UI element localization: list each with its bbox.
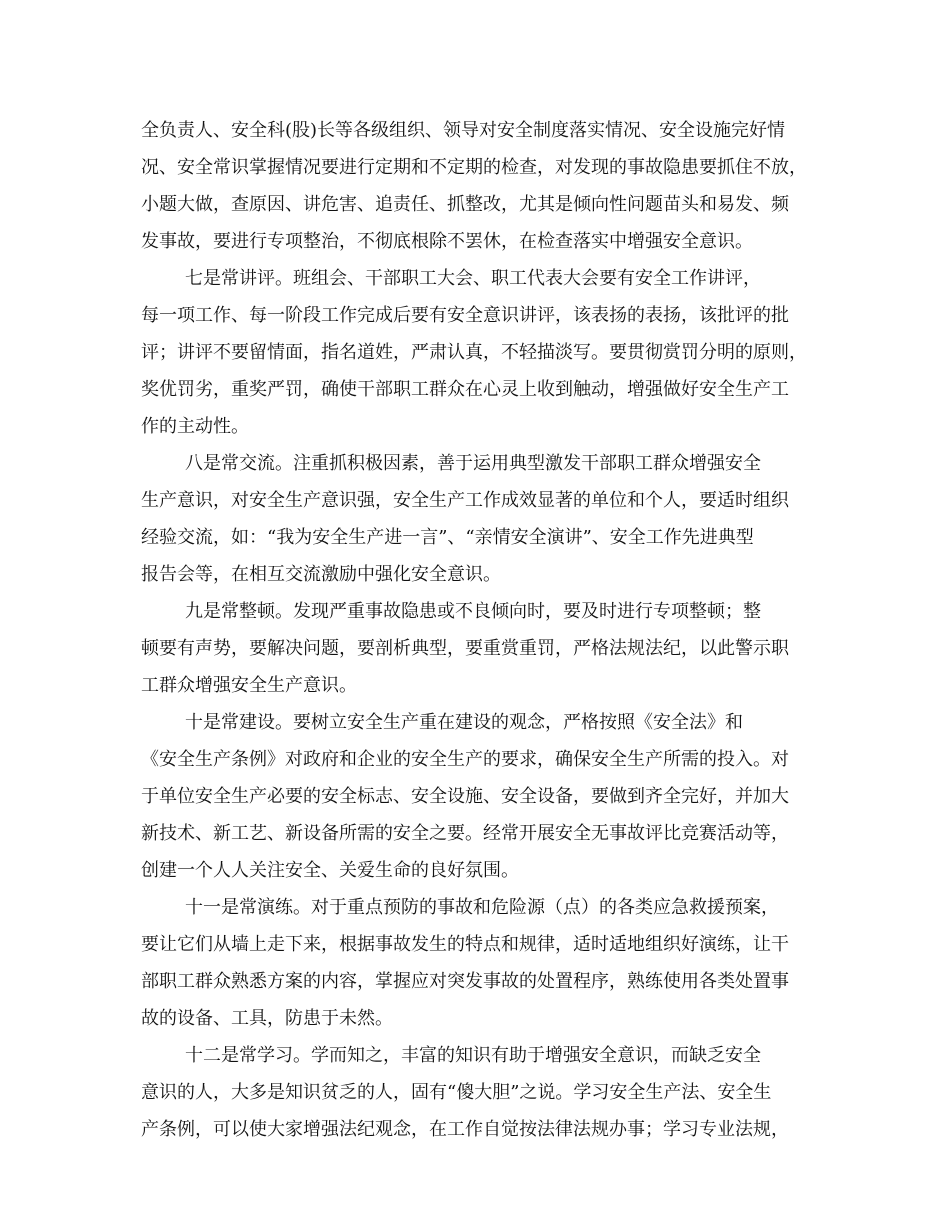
text-line: 每一项工作、每一阶段工作完成后要有安全意识讲评，该表扬的表扬，该批评的批 xyxy=(141,305,789,326)
paragraph-rectification xyxy=(141,593,827,704)
paragraph-inspection-continued xyxy=(141,112,827,260)
text-line: 产条例，可以使大家增强法纪观念，在工作自觉按法律法规办事；学习专业法规， xyxy=(141,1119,789,1140)
text-line: 要让它们从墙上走下来，根据事故发生的特点和规律，适时适地组织好演练，让干 xyxy=(141,934,789,955)
text-line: 作的主动性。 xyxy=(141,416,249,437)
text-line: 九是常整顿。发现严重事故隐患或不良倾向时，要及时进行专项整顿；整 xyxy=(185,601,761,622)
paragraph-study xyxy=(141,1037,827,1148)
text-line: 十是常建设。要树立安全生产重在建设的观念，严格按照《安全法》和 xyxy=(185,712,743,733)
text-line: 意识的人，大多是知识贫乏的人，固有“傻大胆”之说。学习安全生产法、安全生 xyxy=(141,1082,772,1103)
text-line: 报告会等，在相互交流激励中强化安全意识。 xyxy=(141,564,501,585)
text-line: 新技术、新工艺、新设备所需的安全之要。经常开展安全无事故评比竞赛活动等， xyxy=(141,823,789,844)
text-line: 工群众增强安全生产意识。 xyxy=(141,675,357,696)
text-line: 《安全生产条例》对政府和企业的安全生产的要求，确保安全生产所需的投入。对 xyxy=(141,749,789,770)
text-line: 发事故，要进行专项整治，不彻底根除不罢休，在检查落实中增强安全意识。 xyxy=(141,231,753,252)
text-line: 创建一个人人关注安全、关爱生命的良好氛围。 xyxy=(141,860,519,881)
text-line: 生产意识，对安全生产意识强，安全生产工作成效显著的单位和个人，要适时组织 xyxy=(141,490,789,511)
paragraph-exchange xyxy=(141,445,827,593)
text-line: 十一是常演练。对于重点预防的事故和危险源（点）的各类应急救援预案， xyxy=(185,897,779,918)
text-line: 八是常交流。注重抓积极因素，善于运用典型激发干部职工群众增强安全 xyxy=(185,453,761,474)
text-line: 评；讲评不要留情面，指名道姓，严肃认真，不轻描淡写。要贯彻赏罚分明的原则， xyxy=(141,342,807,363)
text-line: 况、安全常识掌握情况要进行定期和不定期的检查，对发现的事故隐患要抓住不放， xyxy=(141,157,807,178)
text-line: 奖优罚劣，重奖严罚，确使干部职工群众在心灵上收到触动，增强做好安全生产工 xyxy=(141,379,789,400)
paragraph-drills xyxy=(141,889,827,1037)
text-line: 十二是常学习。学而知之，丰富的知识有助于增强安全意识，而缺乏安全 xyxy=(185,1045,761,1066)
text-line: 小题大做，查原因、讲危害、追责任、抓整改，尤其是倾向性问题苗头和易发、频 xyxy=(141,194,789,215)
text-line: 部职工群众熟悉方案的内容，掌握应对突发事故的处置程序，熟练使用各类处置事 xyxy=(141,971,789,992)
paragraph-construction xyxy=(141,704,827,889)
paragraph-review xyxy=(141,260,827,445)
document-body xyxy=(141,112,827,1148)
text-line: 故的设备、工具，防患于未然。 xyxy=(141,1008,393,1029)
text-line: 经验交流，如：“我为安全生产进一言”、“亲情安全演讲”、安全工作先进典型 xyxy=(141,527,754,548)
text-line: 全负责人、安全科(股)长等各级组织、领导对安全制度落实情况、安全设施完好情 xyxy=(141,120,786,141)
text-line: 顿要有声势，要解决问题，要剖析典型，要重赏重罚，严格法规法纪，以此警示职 xyxy=(141,638,789,659)
text-line: 七是常讲评。班组会、干部职工大会、职工代表大会要有安全工作讲评， xyxy=(185,268,761,289)
text-line: 于单位安全生产必要的安全标志、安全设施、安全设备，要做到齐全完好，并加大 xyxy=(141,786,789,807)
